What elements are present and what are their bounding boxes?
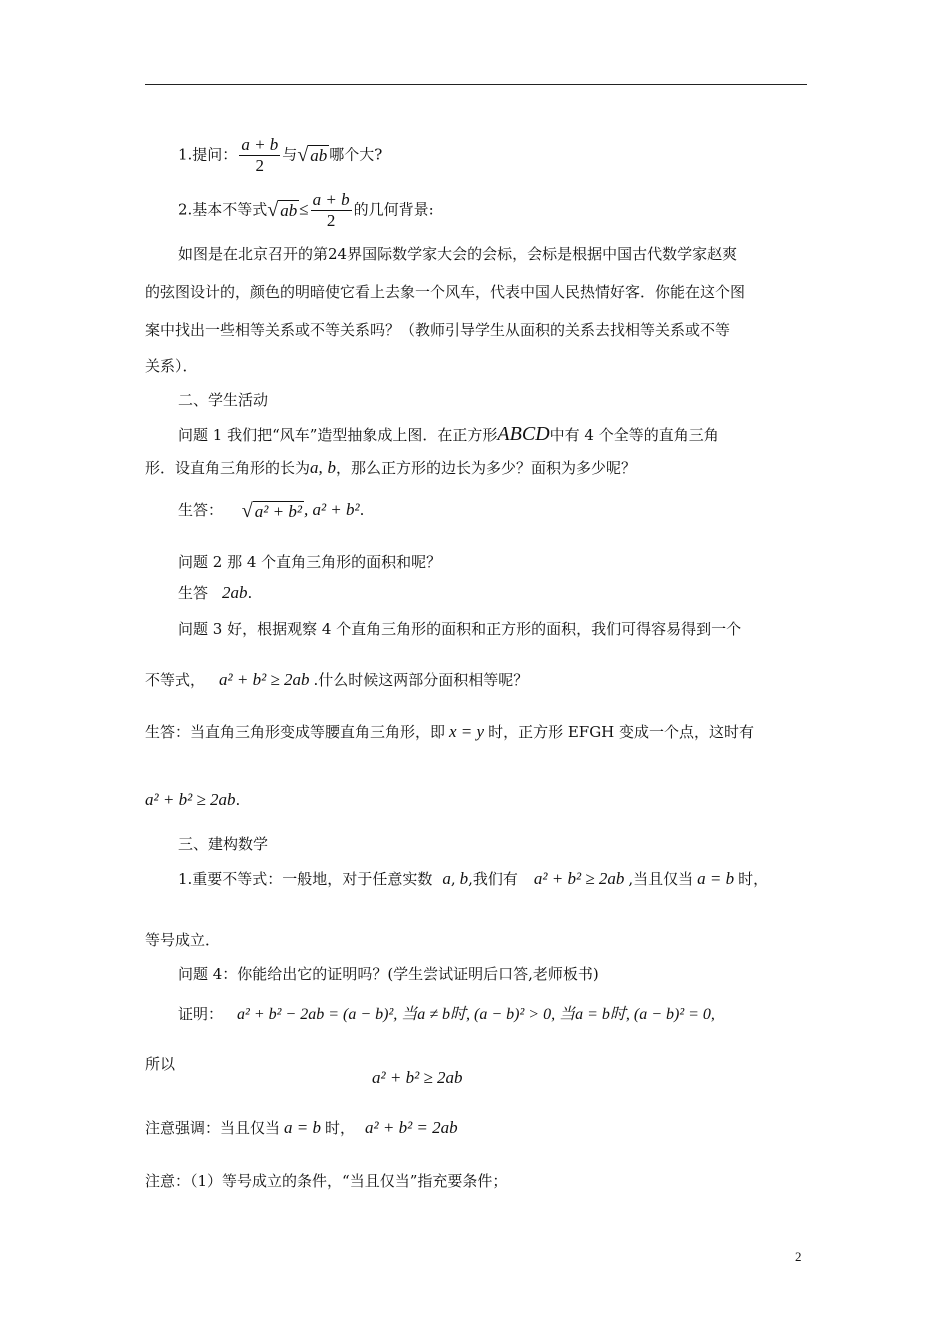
basic-inequality-heading: 2.基本不等式√ ab ≤ $\frac{a + b}{2}$ 的几何背景: xyxy=(178,190,434,230)
answer-1: 生答： √ a² + b² , a² + b². xyxy=(178,499,365,522)
important-inequality-cont: 等号成立． xyxy=(145,931,221,949)
page-number: 2 xyxy=(795,1249,802,1264)
intro-line-2: 的弦图设计的，颜色的明暗使它看上去象一个风车，代表中国人民热情好客．你能在这个图 xyxy=(145,283,746,301)
fraction: $\frac{a + b}{2}$ xyxy=(241,135,279,175)
intro-line-1: 如图是在北京召开的第24界国际数学家大会的会标，会标是根据中国古代数学家赵爽 xyxy=(178,245,738,263)
proof: 证明： a² + b² − 2ab = (a − b)², 当a ≠ b时, (a − b)² > 0, 当a = b时, (a − b)² = 0, xyxy=(178,1005,715,1023)
fraction: $\frac{a + b}{2}$ xyxy=(312,190,350,230)
q1-label: 1.提问： xyxy=(178,145,238,164)
section-student-activity: 二、学生活动 xyxy=(178,391,269,409)
sqrt-ab: √ ab xyxy=(297,144,328,166)
section-construct-math: 三、建构数学 xyxy=(178,835,269,853)
problem-1: 问题 1 我们把“风车”造型抽象成上图．在正方形ABCD中有 4 个全等的直角三角 xyxy=(178,423,719,445)
emphasis-note: 注意强调：当且仅当 a = b 时， a² + b² = 2ab xyxy=(145,1118,458,1137)
answer-3: 生答：当直角三角形变成等腰直角三角形，即 x = y 时，正方形 EFGH 变成一个点，这时有 xyxy=(145,722,755,741)
note-condition: 注意：（1）等号成立的条件，“当且仅当”指充要条件； xyxy=(145,1172,508,1190)
problem-1-cont: 形．设直角三角形的长为a, b，那么正方形的边长为多少？面积为多少呢？ xyxy=(145,458,637,477)
problem-2: 问题 2 那 4 个直角三角形的面积和呢？ xyxy=(178,553,442,571)
important-inequality: 1.重要不等式：一般地，对于任意实数 a, b,我们有 a² + b² ≥ 2ab ,当且仅当 a = b 时， xyxy=(178,869,769,888)
answer-3-cont: a² + b² ≥ 2ab. xyxy=(145,790,241,809)
therefore-expr: a² + b² ≥ 2ab xyxy=(372,1068,463,1087)
header-rule xyxy=(145,84,807,85)
problem-3: 问题 3 好，根据观察 4 个直角三角形的面积和正方形的面积，我们可得容易得到一个 xyxy=(178,620,742,638)
answer-2: 生答 2ab. xyxy=(178,583,253,602)
sqrt-ab: √ ab xyxy=(267,199,298,221)
question-1: 1.提问： $\frac{a + b}{2}$ 与√ ab 哪个大? xyxy=(178,135,383,175)
intro-line-4: 关系）． xyxy=(145,357,198,375)
problem-3-cont: 不等式， a² + b² ≥ 2ab .什么时候这两部分面积相等呢？ xyxy=(145,670,529,689)
intro-line-3: 案中找出一些相等关系或不等关系吗？（教师引导学生从面积的关系去找相等关系或不等 xyxy=(145,321,731,339)
therefore-label: 所以 xyxy=(145,1055,176,1073)
problem-4: 问题 4：你能给出它的证明吗？(学生尝试证明后口答,老师板书) xyxy=(178,965,599,983)
